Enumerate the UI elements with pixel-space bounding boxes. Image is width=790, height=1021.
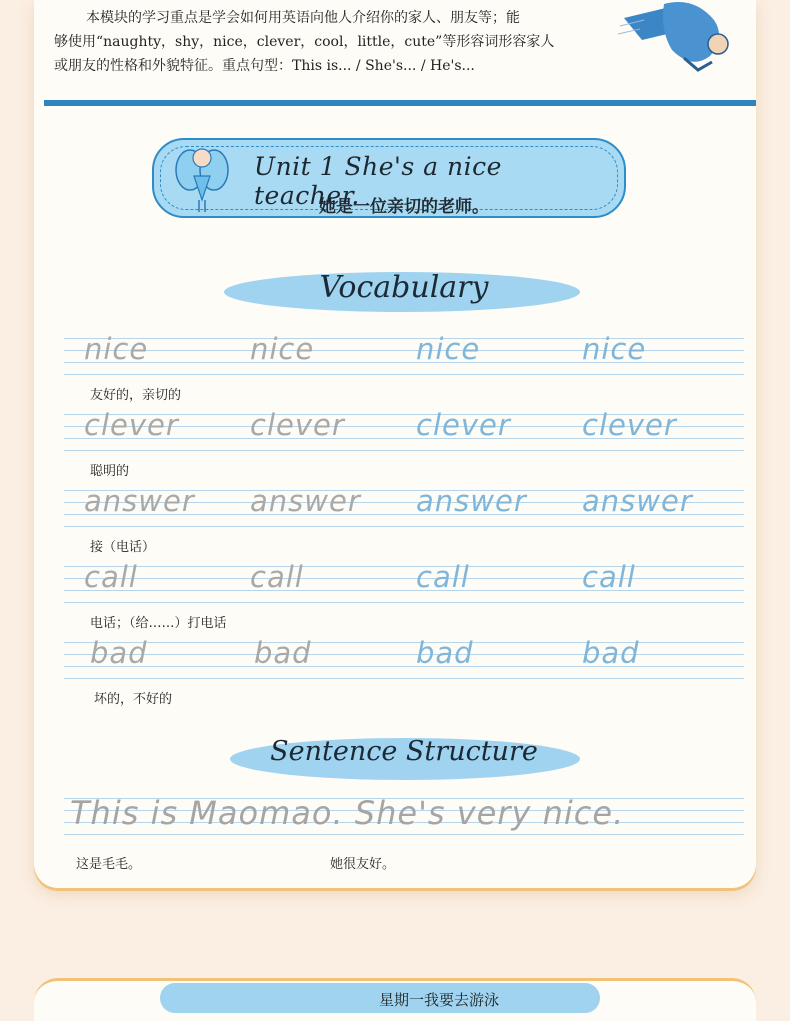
vocab-word-trace-2: clever <box>250 408 345 442</box>
vocab-word-trace-4: answer <box>582 484 693 518</box>
next-page-peek <box>34 978 756 1021</box>
vocab-word-trace-3: answer <box>416 484 527 518</box>
vocab-meaning: 接（电话） <box>90 540 156 555</box>
sentence-trace: This is Maomao. She's very nice. <box>70 794 625 832</box>
vocab-word-trace-1: clever <box>84 408 179 442</box>
vocab-word-trace-1: answer <box>84 484 195 518</box>
vocab-word-trace-2: call <box>250 560 304 594</box>
sentence-heading: Sentence Structure <box>270 736 538 767</box>
vocab-word-trace-1: bad <box>90 636 148 670</box>
vocab-word-trace-3: call <box>416 560 470 594</box>
vocab-meaning: 友好的，亲切的 <box>90 388 182 403</box>
intro-line-1: 本模块的学习重点是学会如何用英语向他人介绍你的家人、朋友等；能 <box>86 10 520 26</box>
vocab-word-trace-1: call <box>84 560 138 594</box>
intro-line-3: 或朋友的性格和外貌特征。重点句型：This is... / She's... / He's... <box>54 58 475 74</box>
sentence-translation-1: 这是毛毛。 <box>76 857 142 872</box>
vocab-row <box>34 330 756 403</box>
sentence-translation-2: 她很友好。 <box>330 857 396 872</box>
unit-title: Unit 1 She's a nice teacher. <box>254 152 502 210</box>
vocabulary-heading: Vocabulary <box>319 270 489 305</box>
intro-line-2: 够使用“naughty，shy，nice，clever，cool，little，cute”等形容词形容家人 <box>54 34 555 50</box>
vocab-row <box>34 406 756 479</box>
vocab-word-trace-2: bad <box>254 636 312 670</box>
vocab-word-trace-1: nice <box>84 332 149 366</box>
vocab-row <box>34 558 756 631</box>
fairy-icon <box>172 140 232 216</box>
module-intro <box>54 6 614 78</box>
character-illustration <box>614 0 744 74</box>
vocab-word-trace-3: nice <box>416 332 481 366</box>
vocab-row <box>34 634 756 707</box>
vocab-meaning: 坏的，不好的 <box>94 692 173 707</box>
vocab-meaning: 聪明的 <box>90 464 130 479</box>
vocab-word-trace-3: bad <box>416 636 474 670</box>
vocab-word-trace-3: clever <box>416 408 511 442</box>
header-divider <box>44 100 756 106</box>
next-page-text: 星期一我要去游泳 <box>379 991 500 1009</box>
vocab-word-trace-2: nice <box>250 332 315 366</box>
vocab-word-trace-4: nice <box>582 332 647 366</box>
vocab-word-trace-2: answer <box>250 484 361 518</box>
workbook-page <box>34 0 756 888</box>
unit-subtitle: 她是一位亲切的老师。 <box>319 197 489 217</box>
vocab-word-trace-4: call <box>582 560 636 594</box>
vocab-word-trace-4: bad <box>582 636 640 670</box>
vocab-meaning: 电话；（给……）打电话 <box>90 616 227 631</box>
vocab-word-trace-4: clever <box>582 408 677 442</box>
vocab-row <box>34 482 756 555</box>
